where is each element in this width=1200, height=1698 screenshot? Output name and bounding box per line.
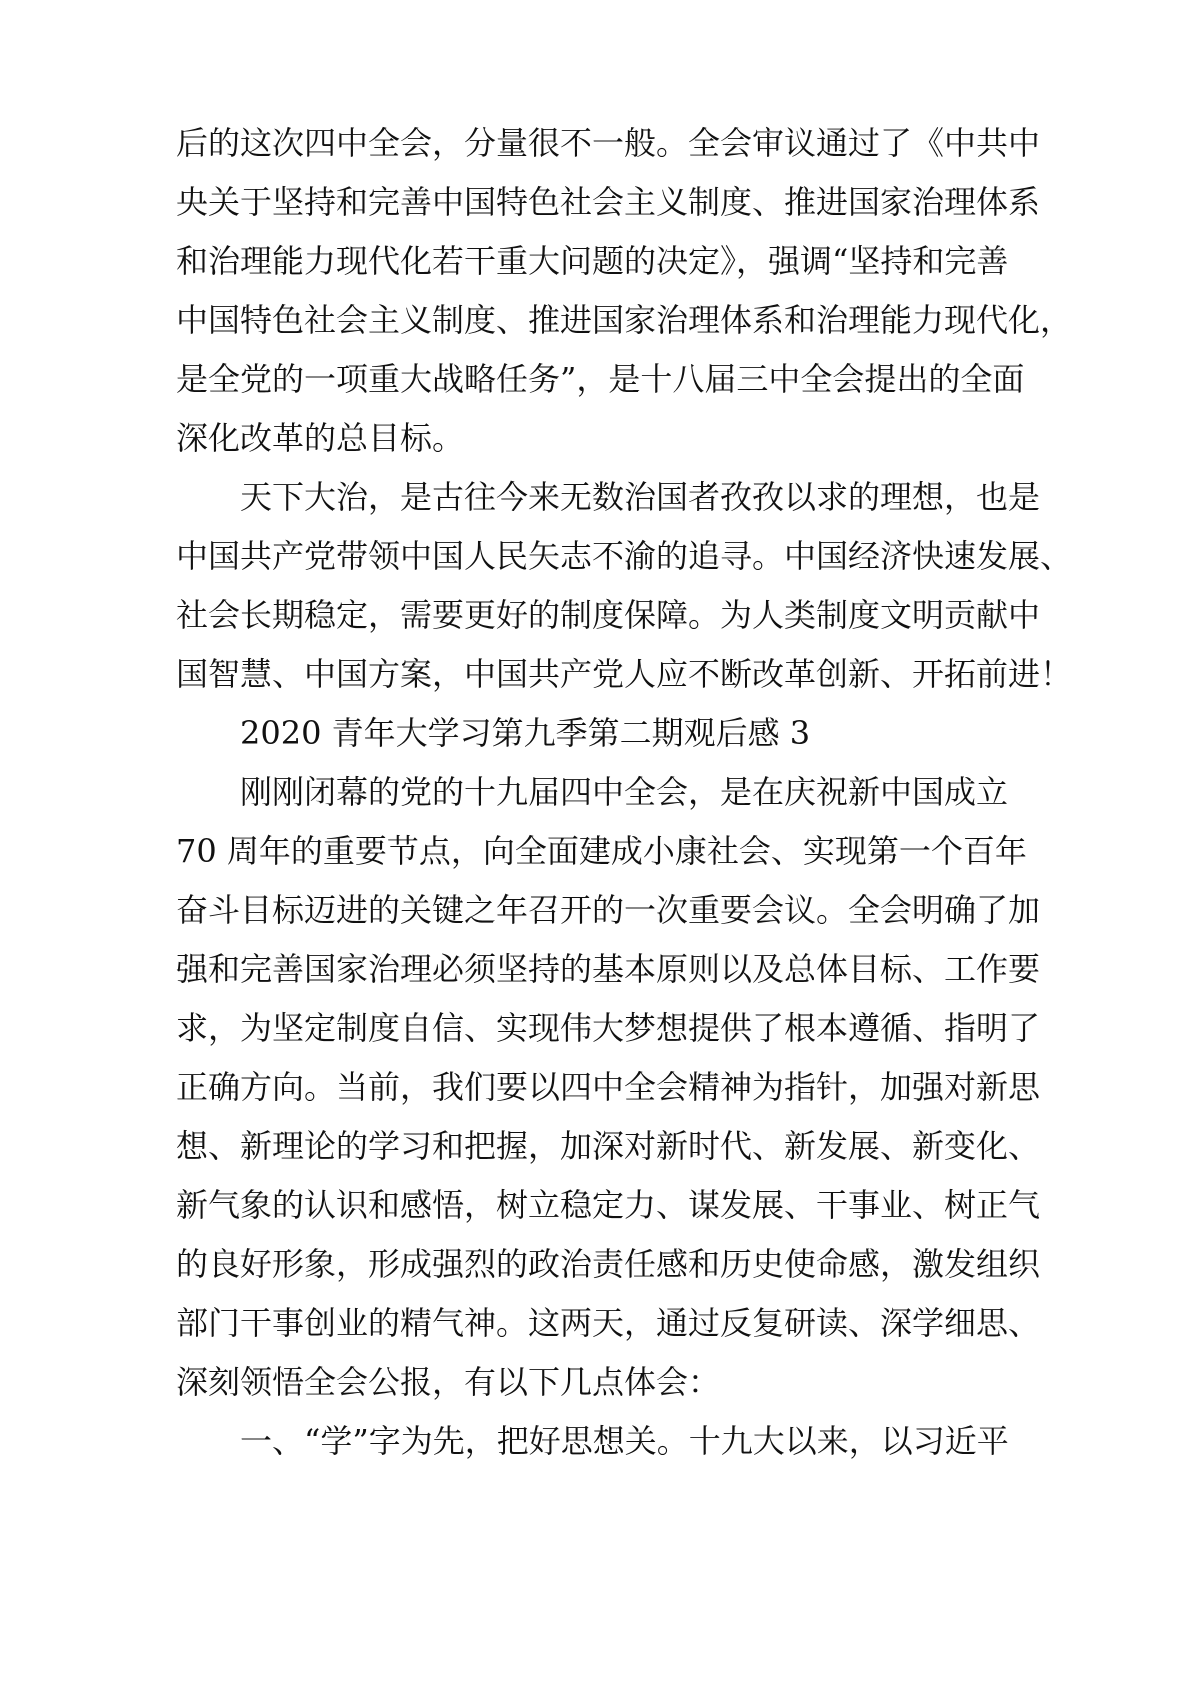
- text-line: 奋斗目标迈进的关键之年召开的一次重要会议。全会明确了加: [176, 891, 1041, 929]
- text-line: 深化改革的总目标。: [176, 419, 465, 457]
- text-line: 70 周年的重要节点，向全面建成小康社会、实现第一个百年: [176, 832, 1027, 870]
- text-line: 央关于坚持和完善中国特色社会主义制度、推进国家治理体系: [176, 183, 1041, 221]
- section-heading: 2020 青年大学习第九季第二期观后感 3: [240, 714, 811, 752]
- text-line: 深刻领悟全会公报，有以下几点体会：: [176, 1363, 721, 1401]
- text-line: 中国共产党带领中国人民矢志不渝的追寻。中国经济快速发展、: [176, 537, 1073, 575]
- text-line: 想、新理论的学习和把握，加深对新时代、新发展、新变化、: [176, 1127, 1041, 1165]
- text-line: 和治理能力现代化若干重大问题的决定》，强调“坚持和完善: [176, 242, 1009, 280]
- text-line: 新气象的认识和感悟，树立稳定力、谋发展、干事业、树正气: [176, 1186, 1041, 1224]
- text-line: 求，为坚定制度自信、实现伟大梦想提供了根本遵循、指明了: [176, 1009, 1041, 1047]
- text-line: 的良好形象，形成强烈的政治责任感和历史使命感，激发组织: [176, 1245, 1041, 1283]
- document-body: [176, 114, 1073, 1471]
- paragraph-start-line: 一、“学”字为先，把好思想关。十九大以来，以习近平: [240, 1422, 1009, 1460]
- text-line: 社会长期稳定，需要更好的制度保障。为人类制度文明贡献中: [176, 596, 1041, 634]
- text-line: 部门干事创业的精气神。这两天，通过反复研读、深学细思、: [176, 1304, 1041, 1342]
- text-line: 正确方向。当前，我们要以四中全会精神为指针，加强对新思: [176, 1068, 1041, 1106]
- text-line: 后的这次四中全会，分量很不一般。全会审议通过了《中共中: [176, 124, 1041, 162]
- text-line: 国智慧、中国方案，中国共产党人应不断改革创新、开拓前进！: [176, 655, 1073, 693]
- paragraph-start-line: 刚刚闭幕的党的十九届四中全会，是在庆祝新中国成立: [240, 773, 1009, 811]
- text-line: 是全党的一项重大战略任务”，是十八届三中全会提出的全面: [176, 360, 1025, 398]
- paragraph-start-line: 天下大治，是古往今来无数治国者孜孜以求的理想，也是: [240, 478, 1041, 516]
- text-line: 中国特色社会主义制度、推进国家治理体系和治理能力现代化，: [176, 301, 1073, 339]
- text-line: 强和完善国家治理必须坚持的基本原则以及总体目标、工作要: [176, 950, 1041, 988]
